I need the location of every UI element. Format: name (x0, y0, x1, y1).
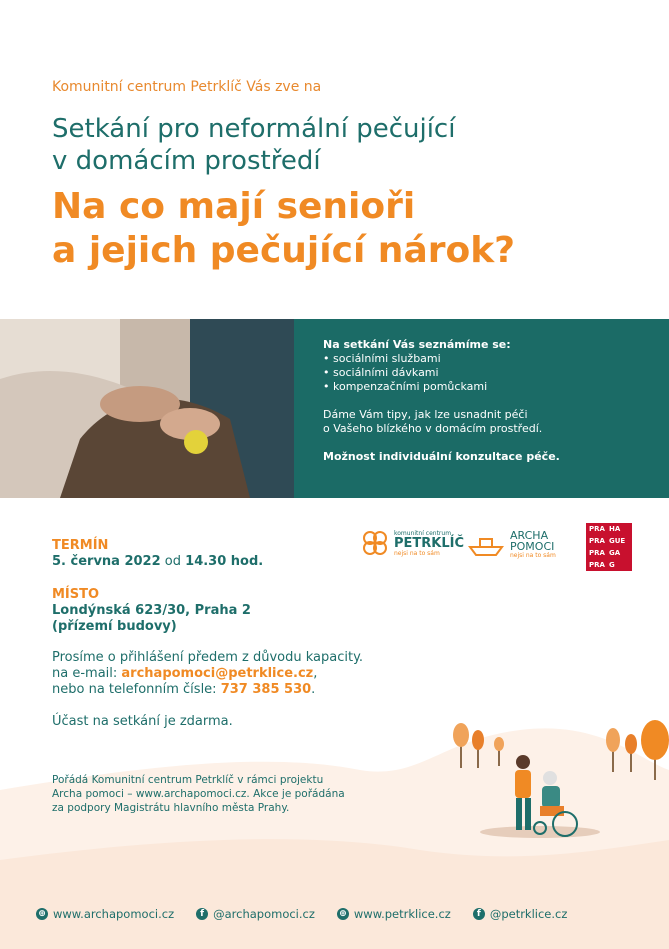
term-label: TERMÍN (52, 538, 109, 553)
archa-logo (468, 530, 556, 559)
event-date: 5. června 2022 (52, 554, 161, 569)
tips-line: Dáme Vám tipy, jak lze usnadnit péči (323, 408, 528, 421)
praha-cell: PRA (589, 561, 605, 569)
event-title-line: Setkání pro neformální pečující (52, 114, 456, 144)
email-prefix: na e-mail: (52, 666, 118, 681)
consult-note: Možnost individuální konzultace péče. (323, 450, 560, 463)
praha-cell: PRA (589, 525, 605, 533)
praha-cell: GA (609, 549, 621, 557)
event-title (52, 113, 455, 177)
caregiver-illustration (440, 720, 669, 850)
praha-cell: HA (609, 525, 621, 533)
address: Londýnská 623/30, Praha 2 (52, 603, 251, 618)
praha-cell: PRA (589, 537, 605, 545)
event-title-line: v domácím prostředí (52, 146, 321, 176)
list-item: • kompenzačními pomůckami (323, 380, 560, 394)
event-time: 14.30 hod. (185, 554, 264, 569)
globe-icon: ⊕ (337, 908, 349, 920)
facebook-icon: f (473, 908, 485, 920)
list-item: • sociálními dávkami (323, 366, 560, 380)
archa-name-2: POMOCI (510, 540, 555, 553)
info-intro: Na setkání Vás seznámíme se: (323, 338, 511, 351)
invite-line: Komunitní centrum Petrklíč Vás zve na (52, 79, 322, 95)
petrklic-name: PETRKLÍČ (394, 535, 465, 551)
tips-line: o Vašeho blízkého v domácím prostředí. (323, 422, 543, 435)
free-entry-note: Účast na setkání je zdarma. (52, 714, 233, 729)
phone-prefix: nebo na telefonním čísle: (52, 682, 217, 697)
petrklic-logo (360, 528, 464, 558)
organizer-line: Archa pomoci – www.archapomoci.cz. Akce je pořádána (52, 788, 345, 800)
info-panel (294, 319, 669, 498)
archa-name-1: ARCHA (510, 529, 549, 542)
footer-web-petrklic[interactable] (337, 907, 451, 921)
praha-logo (586, 523, 632, 571)
event-headline (52, 185, 515, 273)
registration-line: Prosíme o přihlášení předem z důvodu kapacity. (52, 650, 364, 665)
organizer-note (52, 773, 345, 815)
praha-cell: PRA (589, 549, 605, 557)
info-list (323, 352, 560, 394)
tree-icon (453, 720, 669, 780)
place-label: MÍSTO (52, 587, 100, 602)
email-link[interactable]: archapomoci@petrklice.cz (121, 666, 314, 681)
footer (36, 907, 567, 921)
seniors-photo (0, 319, 294, 498)
archa-tagline: nejsi na to sám (510, 552, 556, 559)
footer-fb-archa-label: @archapomoci.cz (213, 907, 315, 921)
footer-web-petrklic-label: www.petrklice.cz (353, 907, 451, 921)
seniors-photo-illustration (0, 319, 294, 498)
organizer-line: Pořádá Komunitní centrum Petrklíč v rámci projektu (52, 774, 324, 786)
schedule (52, 538, 263, 635)
event-headline-line: Na co mají senioři (52, 186, 416, 227)
globe-icon: ⊕ (36, 908, 48, 920)
petrklic-tagline: nejsi na to sám (394, 549, 440, 557)
praha-cell: GUE (609, 537, 626, 545)
time-prefix: od (164, 554, 182, 569)
event-headline-line: a jejich pečující nárok? (52, 230, 516, 271)
footer-web-archa-label: www.archapomoci.cz (53, 907, 175, 921)
registration: Prosíme o přihlášení předem z důvodu kapacity. na e-mail: archapomoci@petrklice.cz, nebo na telefonním čísle: 737 385 530. Účast na setkání je zdarma. (52, 650, 364, 729)
petrklic-subtitle: komunitní centrum (394, 529, 452, 537)
phone-number[interactable]: 737 385 530 (220, 682, 312, 697)
organizer-line: za podpory Magistrátu hlavního města Prahy. (52, 802, 290, 814)
facebook-icon: f (196, 908, 208, 920)
footer-fb-archa[interactable] (196, 907, 315, 921)
floor-note: (přízemí budovy) (52, 619, 177, 634)
clover-icon (360, 528, 390, 558)
praha-cell: G (609, 561, 615, 569)
footer-web-archa[interactable] (36, 907, 174, 921)
ark-icon (468, 533, 504, 557)
list-item: • sociálními službami (323, 352, 560, 366)
footer-fb-petrklic-label: @petrklice.cz (489, 907, 568, 921)
footer-fb-petrklic[interactable] (473, 907, 568, 921)
